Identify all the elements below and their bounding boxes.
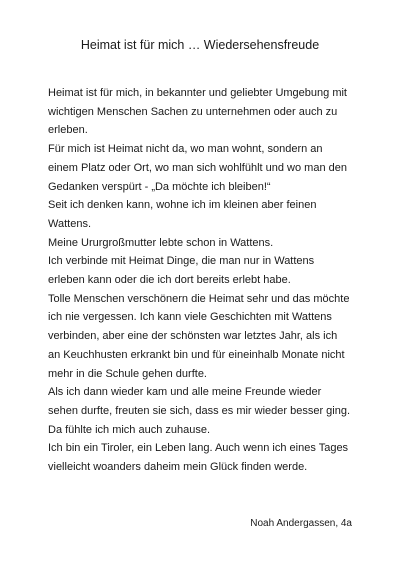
paragraph: Tolle Menschen verschönern die Heimat sehr und das möchte ich nie vergessen. Ich kann viele Geschichten mit Wattens verbinden, aber eine der schönsten war letztes Jahr, als ich an Keuchhusten erkrankt bin und für eineinhalb Monate nicht mehr in die Schule gehen durfte. [48, 292, 350, 380]
paragraph: Ich verbinde mit Heimat Dinge, die man nur in Wattens erleben kann oder die ich dort bereits erlebt habe. [48, 255, 315, 287]
paragraph: Heimat ist für mich, in bekannter und geliebter Umgebung mit wichtigen Menschen Sachen zu unternehmen oder auch zu erleben. [48, 87, 347, 137]
paragraph: Für mich ist Heimat nicht da, wo man wohnt, sondern an einem Platz oder Ort, wo man sich wohlfühlt und wo man den Gedanken verspürt - „Da möchte ich bleiben!“ [48, 143, 347, 193]
paragraph: Ich bin ein Tiroler, ein Leben lang. Auch wenn ich eines Tages vielleicht woanders daheim mein Glück finden werde. [48, 442, 349, 474]
author-signature: Noah Andergassen, 4a [250, 518, 352, 529]
paragraph: Seit ich denken kann, wohne ich im kleinen aber feinen Wattens. [48, 199, 317, 230]
document-title: Heimat ist für mich … Wiedersehensfreude [80, 38, 320, 52]
document-body [48, 84, 352, 477]
paragraph: Als ich dann wieder kam und alle meine Freunde wieder sehen durfte, freuten sie sich, dass es mir wieder besser ging. Da fühlte ich mich auch zuhause. [48, 386, 351, 436]
paragraph: Meine Ururgroßmutter lebte schon in Wattens. [48, 236, 274, 249]
